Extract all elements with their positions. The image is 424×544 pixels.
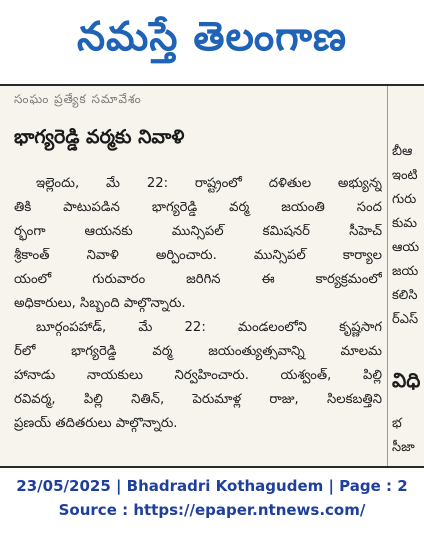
masthead-title: నమస్తే తెలంగాణ xyxy=(76,14,348,60)
article-line: ఇల్లెందు, మే 22: రాష్ట్రంలో దళితుల అభ్యున్న xyxy=(36,176,382,191)
article-line: ర్భంగా ఆయనకు మున్సిపల్ కమిషనర్ సీహెచ్ xyxy=(14,224,382,239)
article-body xyxy=(14,172,382,436)
article-line: రవివర్మ, పిల్లి నితిన్, పెరుమాళ్ల రాజు, సిలకబత్తిని xyxy=(14,392,382,407)
footer-source-link[interactable]: Source : https://epaper.ntnews.com/ xyxy=(58,501,366,519)
article-line: హానాడు నాయకులు నిర్వహించారు. యశ్వంత్, పిల్లి xyxy=(14,368,382,383)
faded-previous-line: సంఘం ప్రత్యేక సమావేశం xyxy=(14,92,142,106)
article-line: బూర్గంపహాడ్, మే 22: మండలంలోని కృష్ణసాగ xyxy=(36,320,382,335)
article-line: అధికారులు, సిబ్బంది పాల్గొన్నారు. xyxy=(14,296,186,311)
fragment-line: ఇంటి xyxy=(392,168,418,183)
fragment-line: సీజా xyxy=(392,440,415,455)
footer-date-edition: 23/05/2025 | Bhadradri Kothagudem | Page : 2 xyxy=(16,477,408,495)
article-line: ర్‌లో భాగ్యరెడ్డి వర్మ జయంత్యుత్సవాన్ని మాలమ xyxy=(14,344,382,359)
adjacent-column-fragment xyxy=(392,86,424,466)
article-line: యంలో గురువారం జరిగిన ఈ కార్యక్రమంలో xyxy=(14,272,382,287)
fragment-line: కుమ xyxy=(392,216,418,231)
article-clipping xyxy=(0,86,424,466)
source-footer xyxy=(0,474,424,522)
article-line: ప్రణయ్ తదితరులు పాల్గొన్నారు. xyxy=(14,416,178,431)
column-divider xyxy=(387,86,388,466)
fragment-line: బీఆ xyxy=(392,144,413,159)
clipping-bottom-rule xyxy=(0,466,424,468)
fragment-line: గురు xyxy=(392,192,417,207)
fragment-line: ర్ఎస్ xyxy=(392,312,419,327)
fragment-line: ఆయ xyxy=(392,240,420,255)
article-headline: భాగ్యరెడ్డి వర్మకు నివాళి xyxy=(14,126,185,148)
fragment-line: జయ xyxy=(392,264,419,279)
newspaper-masthead xyxy=(0,0,424,84)
article-line: శ్రీకాంత్ నివాళి అర్పించారు. మున్సిపల్ కార్యాల xyxy=(14,248,382,263)
fragment-line: భ xyxy=(392,416,402,431)
fragment-line: కలిసి xyxy=(392,288,418,303)
article-line: తికి పాటుపడిన భాగ్యరెడ్డి వర్మ జయంతి సంద xyxy=(14,200,382,215)
fragment-heading: విధి xyxy=(392,368,421,392)
